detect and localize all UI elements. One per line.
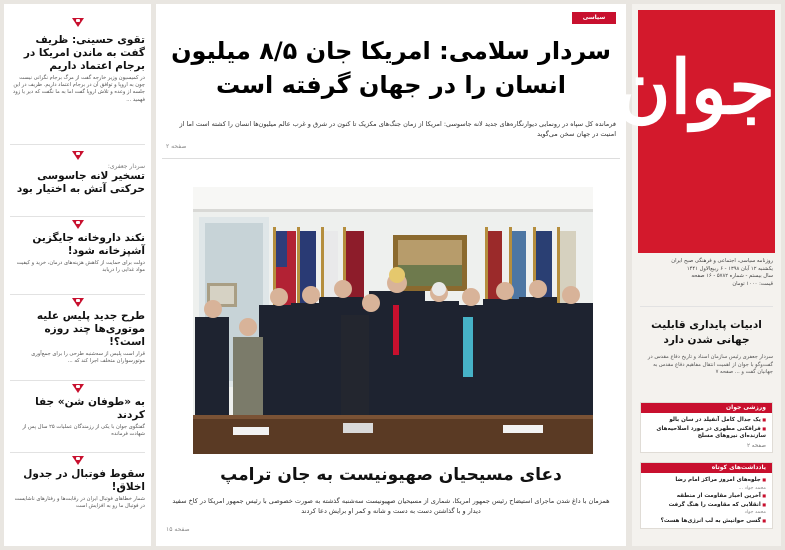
newspaper-logo[interactable] [616, 10, 775, 253]
news-headline: تسخیر لانه جاسوسی حرکتی آتش به اختیار بود [16, 170, 145, 195]
pin-icon [72, 384, 84, 393]
news-headline: به «طوفان شن» جفا کردند [35, 396, 145, 421]
page-reference: صفحه ۲ [166, 143, 187, 150]
news-item[interactable] [10, 34, 145, 104]
news-body: قرار است پلیس از سه‌شنبه طرحی را برای جمع‌آوری موتورسواران متخلف اجرا کند که ... [31, 351, 145, 365]
news-item[interactable] [10, 232, 145, 274]
masthead-line: روزنامه سیاسی، اجتماعی و فرهنگی صبح ایران [671, 258, 773, 264]
main-lead: فرمانده کل سپاه در رونمایی دیوارنگاره‌های جدید لانه جاسوسی: امریکا از زمان جنگ‌های مکزیک تا کنون در شرق و غرب عالم میلیون‌ها انسان را کشته است اما از امنیت در جهان سخن می‌گوید [179, 120, 616, 138]
box-item-author: محمد جواد [744, 510, 766, 516]
news-headline: تقوی حسینی: ظریف گفت به ماندن امریکا در برجام اعتماد داریم [23, 34, 145, 72]
divider [10, 216, 145, 217]
center-column [156, 4, 626, 546]
news-headline: طرح جدید پلیس علیه موتوری‌ها چند روزه است؟! [36, 310, 145, 348]
main-headline[interactable]: سردار سلامی: امریکا جان ۸/۵ میلیون انسان را در جهان گرفته است [171, 37, 611, 99]
right-headline[interactable]: ادبیات پایداری قابلیت جهانی شدن دارد [651, 319, 762, 346]
box-title: ورزشی جوان [641, 403, 772, 413]
sports-box[interactable] [640, 402, 773, 453]
news-body: گفتگوی جوان با یکی از رزمندگان عملیات ۲۵ سال پس از شهادت فرمانده [22, 424, 145, 438]
pin-icon [72, 298, 84, 307]
box-item-text: انقلابی که مقاومت را هنگ گرفت [668, 501, 761, 508]
divider [10, 144, 145, 145]
divider [162, 158, 620, 159]
box-item-text: گسی حوانیش به لب انرژی‌ها هست؟ [660, 517, 761, 524]
news-item[interactable] [10, 468, 145, 510]
notes-box[interactable] [640, 462, 773, 529]
main-photo[interactable] [193, 187, 593, 454]
news-body: در کمیسیون وزیر خارجه گفت از مرگ برجام نگرانی نیست چون به اروپا و توافق آن در برجام اعتماد داریم. ظریف در این جلسه از وعده و تلاش اروپا گفت اما به ما نگفت که دیر یا زود فهمید ... [12, 75, 145, 103]
box-item-text: آخرین اخبار مقاومت از منطقه [676, 493, 761, 500]
photo-caption: همزمان با داغ شدن ماجرای استیضاح رئیس جمهور امریکا، شماری از مسیحیان صهیونیست سه‌شنبه گذشته به صورت خصوصی با رئیس جمهور امریکا در کاخ سفید دیدار و با گذاشتن دست به دست و شانه و کمر او برایش دعا کردند [172, 497, 610, 515]
right-body: سردار جعفری رئیس سازمان اسناد و تاریخ دفاع مقدس در گفت‌وگو با جوان از اهمیت انتقال مفاهیم دفاع مقدس به جهانیان گفت و ... صفحه ۷ [647, 354, 773, 375]
box-list [641, 413, 772, 443]
box-item[interactable]: ■ فرافکنی مطهری در مورد اصلاحیه‌های سازنده‌ای نیروهای مسلح [645, 425, 766, 441]
divider [640, 306, 773, 307]
box-item-author: محمد جواد ... [738, 485, 766, 491]
masthead-line: یکشنبه ۱۲ آبان ۱۳۹۸ - ۶ ربیع‌الاول ۱۴۴۱ [686, 265, 773, 272]
divider [10, 294, 145, 295]
news-item[interactable] [10, 310, 145, 365]
divider [10, 452, 145, 453]
pin-icon [72, 456, 84, 465]
box-item[interactable] [645, 501, 766, 517]
masthead-line: سال بیستم - شماره ۵۷۸۲ - ۱۶ صفحه [691, 273, 773, 279]
box-item-text: جلوه‌های امروز مراکز امام رضا [675, 477, 761, 483]
box-item[interactable]: ■ یک جدال کامل آنفیلد در سان بالو [645, 416, 766, 425]
pin-icon [72, 151, 84, 160]
photo-headline[interactable]: دعای مسیحیان صهیونیست به جان ترامپ [220, 465, 562, 485]
masthead-line: قیمت: ۱۰۰۰ تومان [732, 280, 773, 287]
news-kicker: سردار جعفری: [107, 163, 145, 170]
left-news-column [4, 4, 151, 546]
news-body: شمار خطاهای فوتبال ایران در رقابت‌ها و رفتارهای ناشایست در فوتبال ما رو به افزایش است [14, 496, 145, 510]
news-item[interactable] [10, 396, 145, 438]
divider [10, 380, 145, 381]
news-headline: سقوط فوتبال در جدول اخلاق! [23, 468, 145, 493]
pin-icon [72, 18, 84, 27]
box-title: یادداشت‌های کوتاه [641, 463, 772, 473]
pin-icon [72, 220, 84, 229]
page-reference: صفحه ۲ [747, 442, 766, 449]
page-reference: صفحه ۱۵ [166, 526, 190, 533]
section-tag: سیاسی [572, 12, 616, 24]
news-body: دولت برای حمایت از کاهش هزینه‌های درمان، خرید و کیفیت مواد غذایی را دریابد [16, 260, 145, 274]
box-item[interactable] [645, 492, 766, 501]
masthead-info [640, 258, 773, 288]
box-item[interactable] [645, 517, 766, 526]
main-photo-illustration [193, 187, 593, 454]
news-headline: نکند داروخانه جایگزین آشپزخانه شود! [32, 232, 145, 257]
logo-text: جوان [616, 45, 775, 131]
news-item[interactable] [10, 163, 145, 196]
box-list [641, 473, 772, 528]
box-item[interactable] [645, 476, 766, 492]
right-column [616, 4, 781, 546]
